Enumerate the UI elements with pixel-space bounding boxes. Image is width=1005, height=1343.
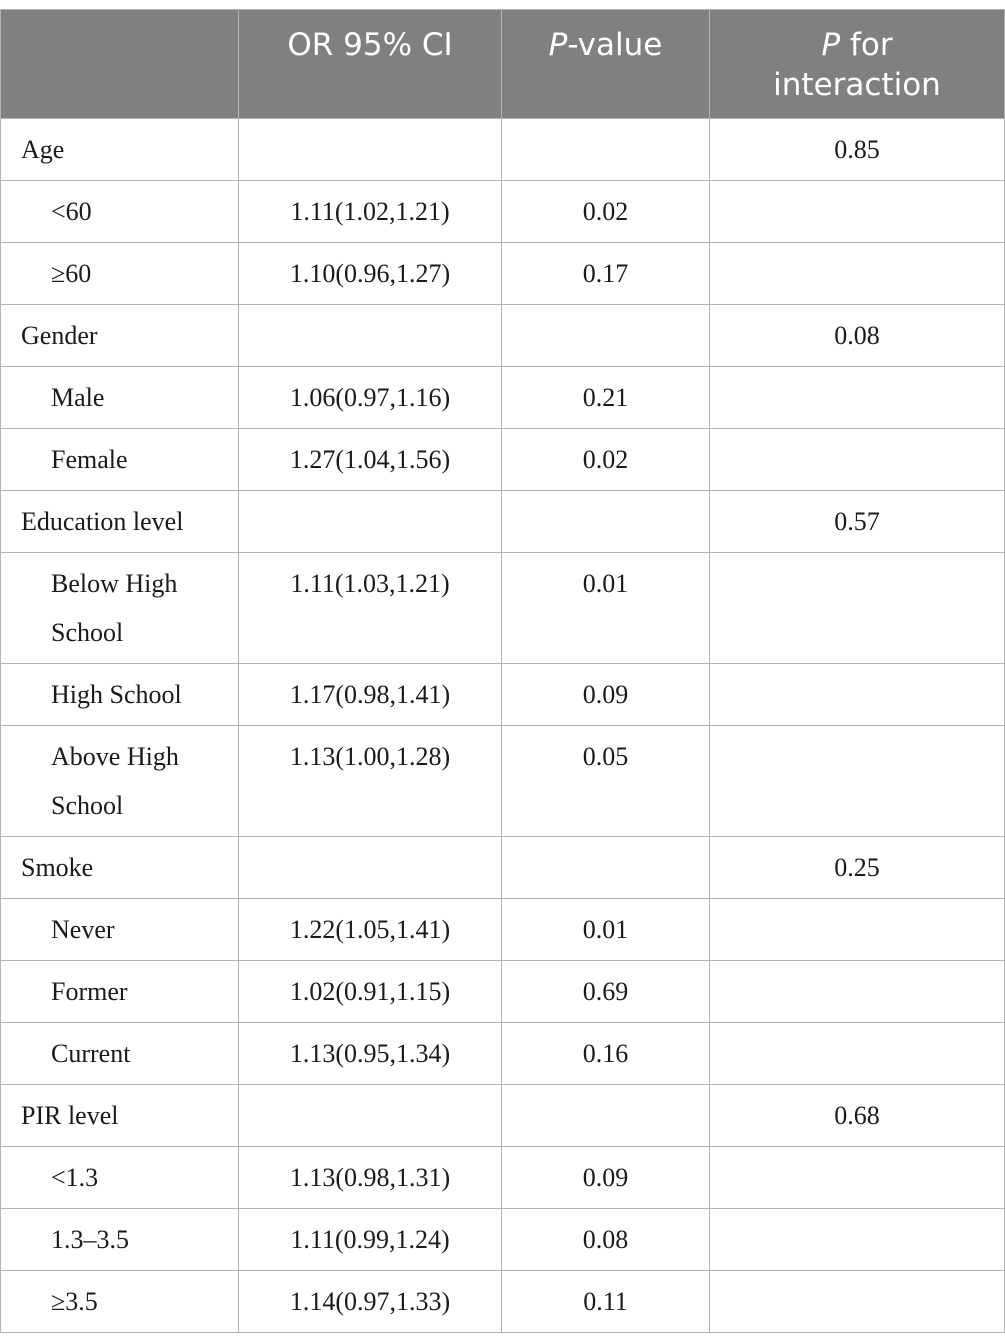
row-p: 0.17	[502, 243, 710, 305]
table-body	[1, 119, 1005, 1333]
row-interaction	[710, 1147, 1005, 1209]
row-p: 0.05	[502, 726, 710, 837]
row-p: 0.01	[502, 553, 710, 664]
row-interaction	[710, 181, 1005, 243]
row-p: 0.16	[502, 1023, 710, 1085]
row-or: 1.27(1.04,1.56)	[239, 429, 502, 491]
row-p	[502, 119, 710, 181]
table-row	[1, 1209, 1005, 1271]
table-row	[1, 837, 1005, 899]
header-row	[1, 10, 1005, 119]
row-interaction: 0.85	[710, 119, 1005, 181]
header-p-interaction	[710, 10, 1005, 119]
row-interaction	[710, 1209, 1005, 1271]
header-p-italic: P	[548, 27, 568, 63]
row-label: PIR level	[1, 1085, 239, 1147]
row-p: 0.09	[502, 664, 710, 726]
row-interaction	[710, 367, 1005, 429]
row-or	[239, 1085, 502, 1147]
table-row	[1, 367, 1005, 429]
row-or: 1.11(0.99,1.24)	[239, 1209, 502, 1271]
row-label: ≥60	[1, 243, 239, 305]
row-or: 1.11(1.02,1.21)	[239, 181, 502, 243]
row-interaction	[710, 664, 1005, 726]
row-label: ≥3.5	[1, 1271, 239, 1333]
row-interaction	[710, 1023, 1005, 1085]
row-interaction	[710, 899, 1005, 961]
row-or: 1.13(0.98,1.31)	[239, 1147, 502, 1209]
row-or	[239, 491, 502, 553]
table-row	[1, 899, 1005, 961]
row-interaction	[710, 429, 1005, 491]
row-interaction	[710, 726, 1005, 837]
row-or	[239, 305, 502, 367]
row-p	[502, 305, 710, 367]
header-p-value	[502, 10, 710, 119]
row-label: Education level	[1, 491, 239, 553]
table-row	[1, 1271, 1005, 1333]
row-p: 0.01	[502, 899, 710, 961]
row-or	[239, 119, 502, 181]
header-variable	[1, 10, 239, 119]
row-interaction: 0.08	[710, 305, 1005, 367]
row-p: 0.02	[502, 181, 710, 243]
subgroup-table	[0, 9, 1005, 1333]
row-interaction	[710, 243, 1005, 305]
row-label: Gender	[1, 305, 239, 367]
header-pint-suffix: for	[840, 27, 893, 63]
row-p: 0.21	[502, 367, 710, 429]
row-label: High School	[1, 664, 239, 726]
table-row	[1, 181, 1005, 243]
row-label: Age	[1, 119, 239, 181]
table-row	[1, 243, 1005, 305]
row-interaction	[710, 961, 1005, 1023]
row-label: Female	[1, 429, 239, 491]
row-p: 0.11	[502, 1271, 710, 1333]
table-row	[1, 1147, 1005, 1209]
row-label: Above High School	[1, 726, 239, 837]
row-label: <60	[1, 181, 239, 243]
row-label: Former	[1, 961, 239, 1023]
row-or: 1.13(0.95,1.34)	[239, 1023, 502, 1085]
header-pint-italic: P	[821, 27, 841, 63]
row-interaction	[710, 1271, 1005, 1333]
row-or	[239, 837, 502, 899]
table-row	[1, 305, 1005, 367]
row-interaction	[710, 553, 1005, 664]
table-row	[1, 961, 1005, 1023]
row-label: Smoke	[1, 837, 239, 899]
row-p: 0.02	[502, 429, 710, 491]
row-p: 0.08	[502, 1209, 710, 1271]
row-label: Male	[1, 367, 239, 429]
row-label: <1.3	[1, 1147, 239, 1209]
table-row	[1, 429, 1005, 491]
row-interaction: 0.57	[710, 491, 1005, 553]
row-label: Current	[1, 1023, 239, 1085]
row-or: 1.17(0.98,1.41)	[239, 664, 502, 726]
row-p	[502, 837, 710, 899]
row-interaction: 0.68	[710, 1085, 1005, 1147]
table-row	[1, 664, 1005, 726]
table-header	[1, 10, 1005, 119]
row-p: 0.69	[502, 961, 710, 1023]
table-row	[1, 726, 1005, 837]
table-row	[1, 1023, 1005, 1085]
row-or: 1.06(0.97,1.16)	[239, 367, 502, 429]
table-row	[1, 119, 1005, 181]
row-p	[502, 491, 710, 553]
row-or: 1.02(0.91,1.15)	[239, 961, 502, 1023]
header-or-ci: OR 95% CI	[239, 10, 502, 119]
table-row	[1, 1085, 1005, 1147]
row-or: 1.14(0.97,1.33)	[239, 1271, 502, 1333]
row-label: Never	[1, 899, 239, 961]
header-p-suffix: -value	[567, 27, 663, 63]
row-or: 1.10(0.96,1.27)	[239, 243, 502, 305]
row-p: 0.09	[502, 1147, 710, 1209]
header-pint-line2: interaction	[773, 67, 941, 103]
table-row	[1, 553, 1005, 664]
row-or: 1.13(1.00,1.28)	[239, 726, 502, 837]
row-p	[502, 1085, 710, 1147]
row-or: 1.11(1.03,1.21)	[239, 553, 502, 664]
row-or: 1.22(1.05,1.41)	[239, 899, 502, 961]
row-label: 1.3–3.5	[1, 1209, 239, 1271]
row-interaction: 0.25	[710, 837, 1005, 899]
table-row	[1, 491, 1005, 553]
row-label: Below High School	[1, 553, 239, 664]
